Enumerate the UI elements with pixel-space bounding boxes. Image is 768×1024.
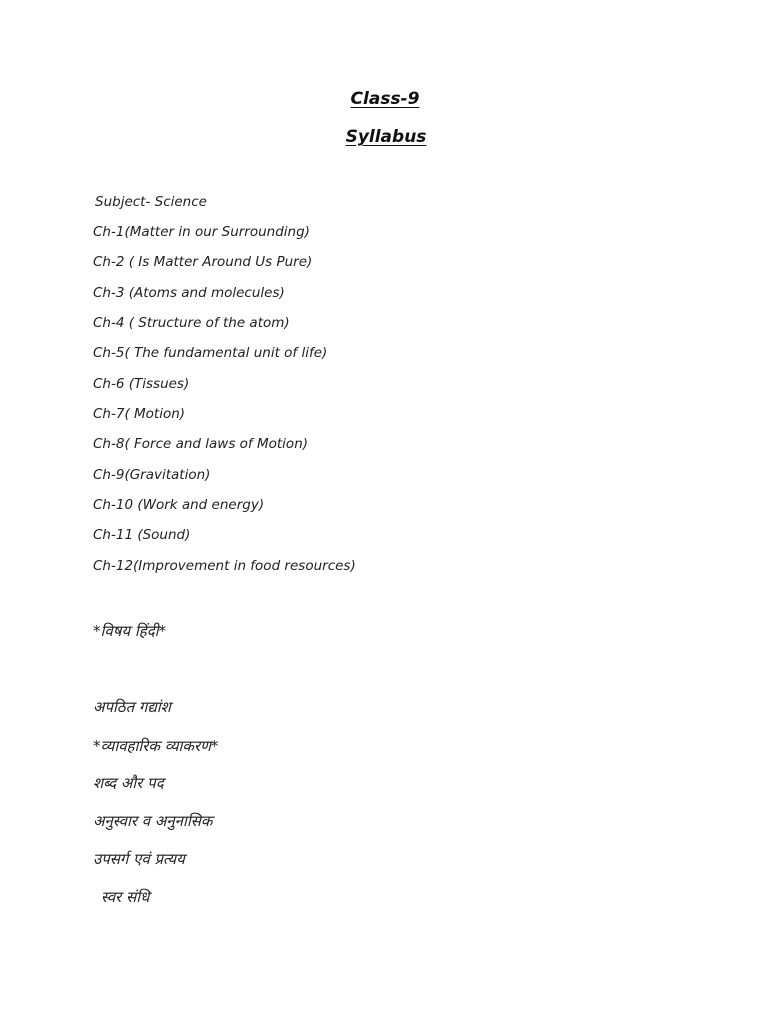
hindi-topic: अपठित गद्यांश — [93, 698, 171, 716]
science-chapter: Ch-6 (Tissues) — [93, 376, 190, 392]
subject-hindi-label: *विषय हिंदी* — [93, 622, 167, 640]
science-chapter: Ch-9(Gravitation) — [93, 467, 211, 483]
hindi-topic: *व्यावहारिक व्याकरण* — [93, 737, 219, 755]
science-chapter: Ch-8( Force and laws of Motion) — [93, 436, 309, 452]
science-chapter: Ch-7( Motion) — [93, 406, 186, 422]
science-chapter: Ch-4 ( Structure of the atom) — [93, 315, 290, 331]
class-title: Class-9 — [350, 89, 420, 109]
science-chapter: Ch-12(Improvement in food resources) — [93, 558, 356, 574]
hindi-topic: उपसर्ग एवं प्रत्यय — [93, 850, 185, 868]
science-chapter: Ch-3 (Atoms and molecules) — [93, 285, 285, 301]
hindi-topic: शब्द और पद — [93, 774, 164, 792]
science-chapter: Ch-10 (Work and energy) — [93, 497, 265, 513]
hindi-topic: अनुस्वार व अनुनासिक — [93, 812, 213, 830]
science-chapter: Ch-5( The fundamental unit of life) — [93, 345, 328, 361]
science-chapter: Ch-2 ( Is Matter Around Us Pure) — [93, 254, 313, 270]
science-chapter: Ch-1(Matter in our Surrounding) — [93, 224, 310, 240]
hindi-topic: स्वर संधि — [101, 888, 150, 906]
subject-science-label: Subject- Science — [95, 194, 207, 210]
science-chapter: Ch-11 (Sound) — [93, 527, 191, 543]
syllabus-title: Syllabus — [345, 127, 427, 147]
